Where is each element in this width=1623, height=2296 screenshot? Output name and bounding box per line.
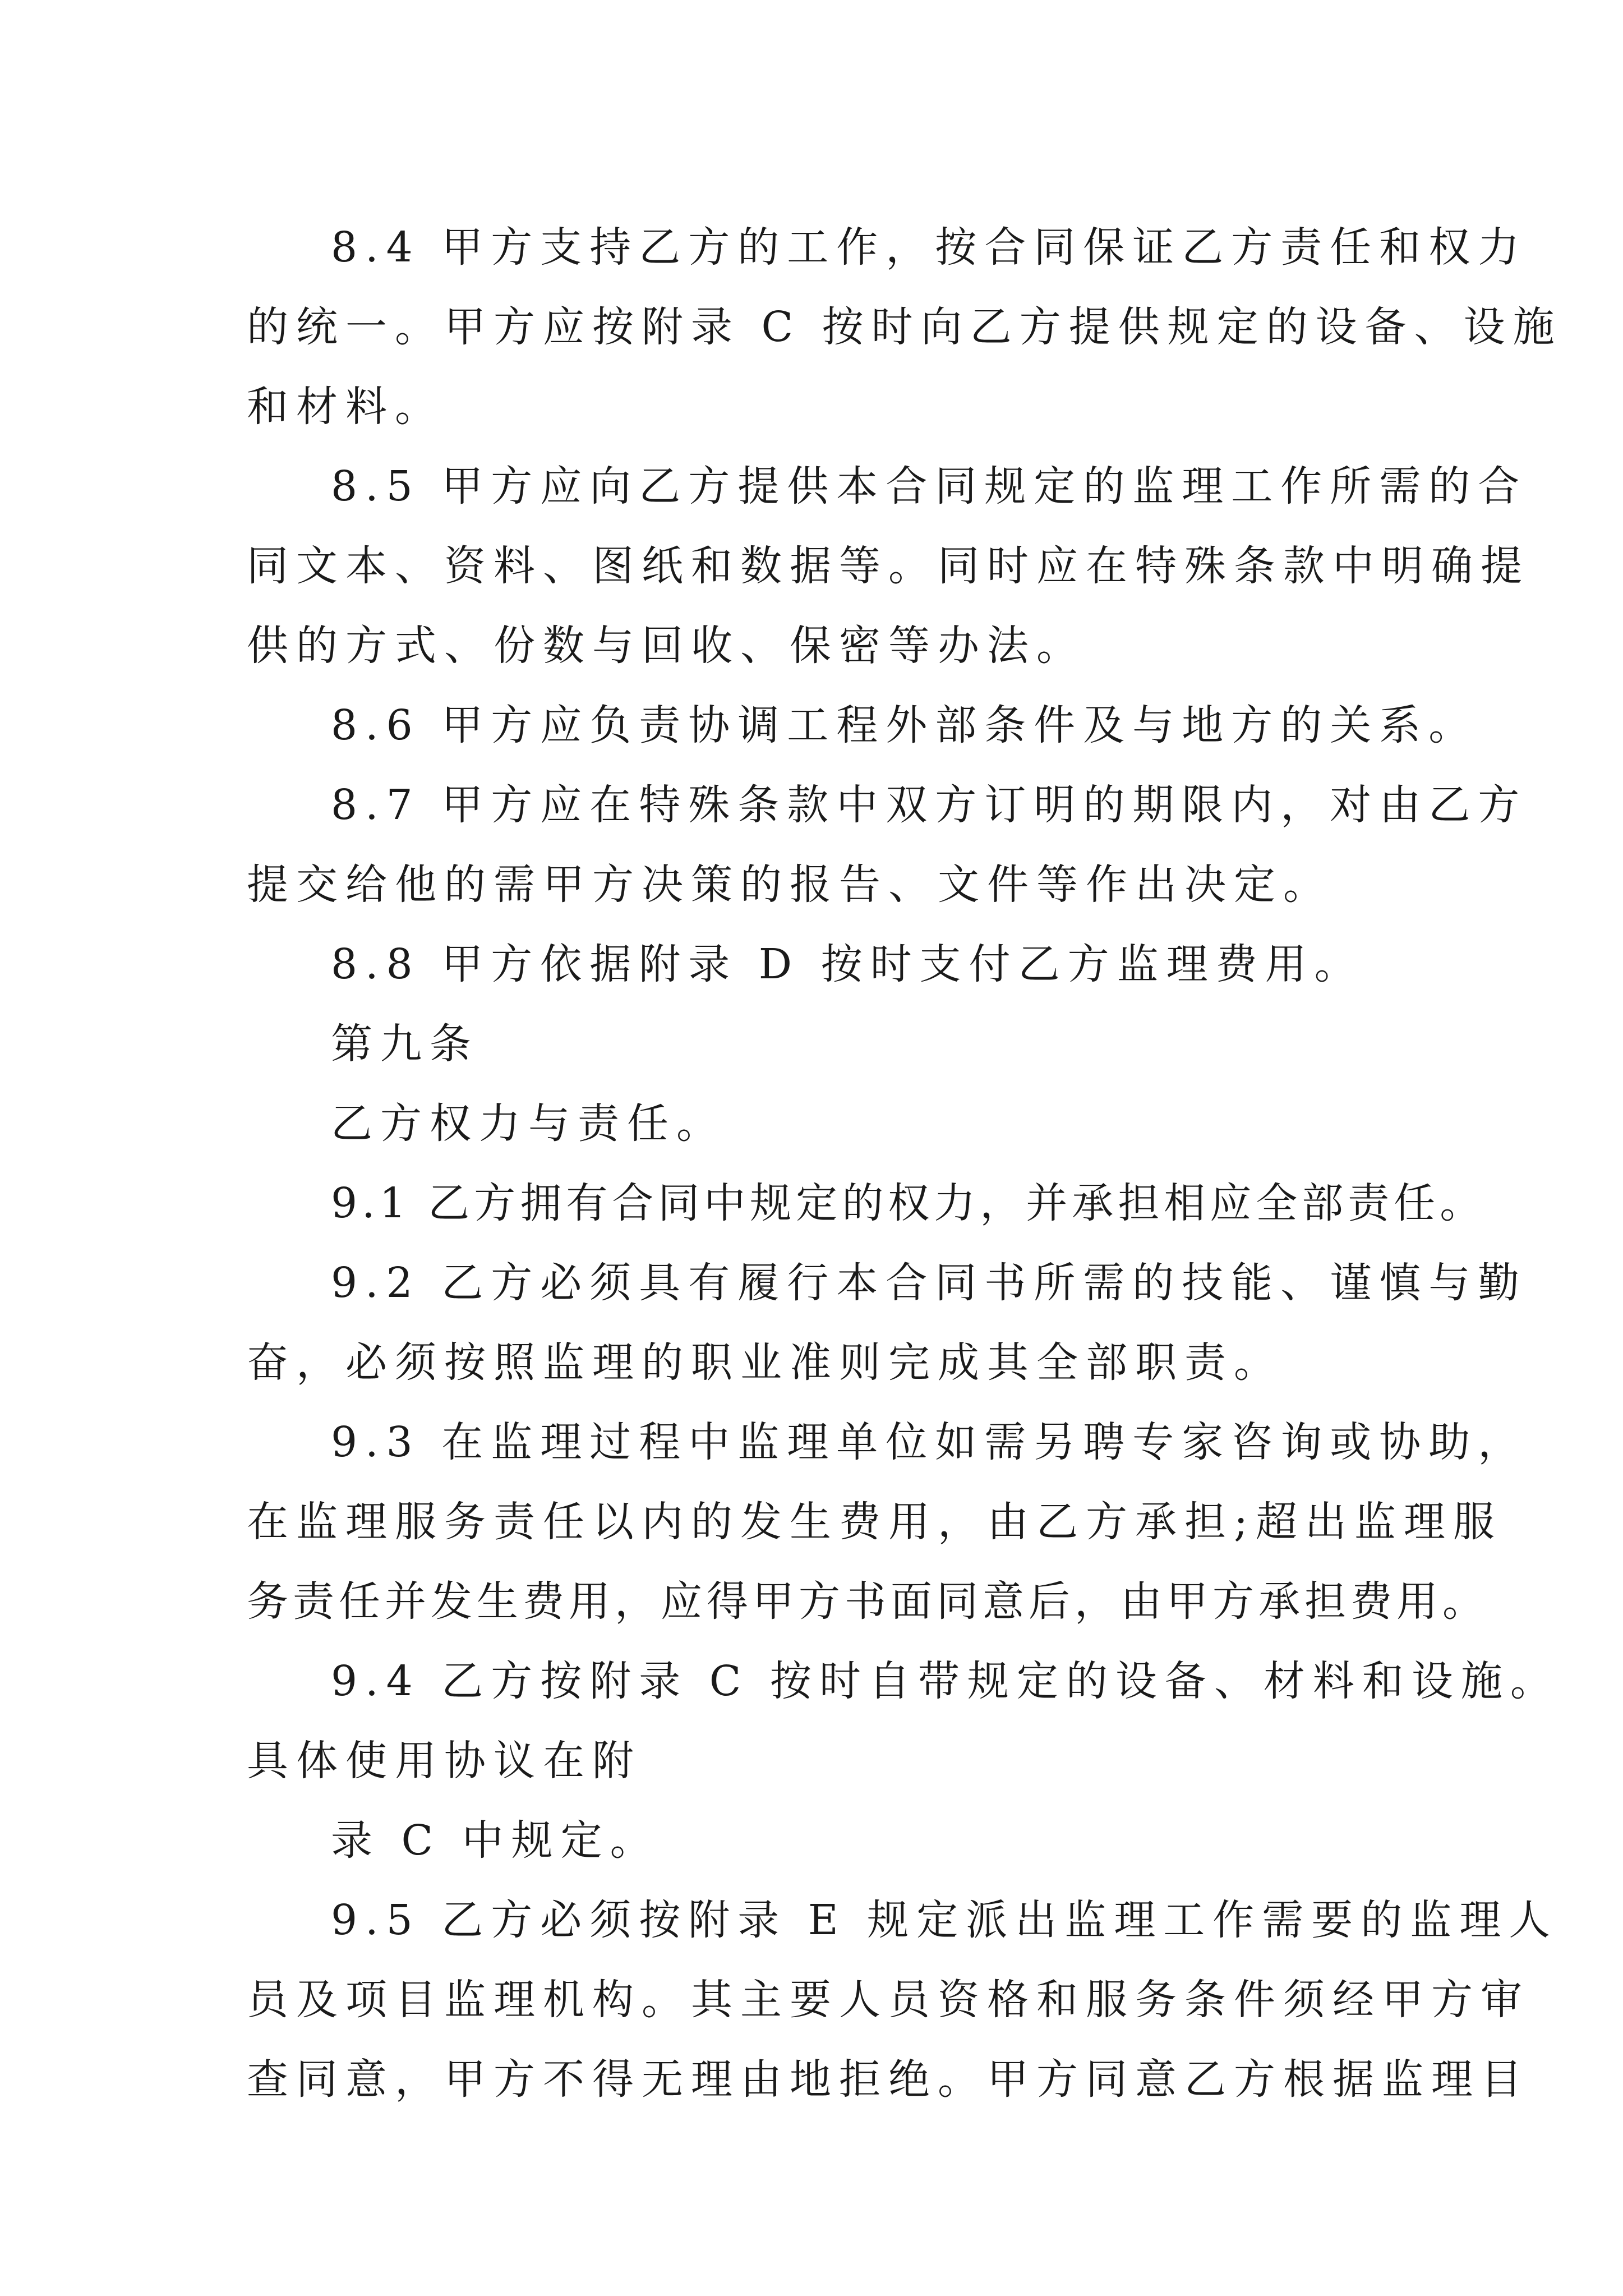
paragraph-9-4-line-1: 9.4 乙方按附录 C 按时自带规定的设备、材料和设施。 (331, 1657, 1560, 1705)
paragraph-8-4-line-3: 和材料。 (247, 383, 444, 431)
paragraph-9-4-line-3: 录 C 中规定。 (331, 1816, 660, 1865)
paragraph-9-4-line-2: 具体使用协议在附 (247, 1737, 642, 1785)
paragraph-8-7-line-2: 提交给他的需甲方决策的报告、文件等作出决定。 (247, 861, 1332, 909)
paragraph-8-4-line-1: 8.4 甲方支持乙方的工作，按合同保证乙方责任和权力 (331, 223, 1528, 272)
paragraph-9-3-line-2: 在监理服务责任以内的发生费用，由乙方承担;超出监理服 (247, 1498, 1502, 1546)
document-body (247, 208, 1562, 2119)
paragraph-9-5-line-1: 9.5 乙方必须按附录 E 规定派出监理工作需要的监理人 (331, 1896, 1559, 1944)
paragraph-8-7-line-1: 8.7 甲方应在特殊条款中双方订明的期限内，对由乙方 (331, 781, 1528, 829)
paragraph-9-3-line-3: 务责任并发生费用，应得甲方书面同意后，由甲方承担费用。 (247, 1577, 1488, 1626)
paragraph-8-5-line-2: 同文本、资料、图纸和数据等。同时应在特殊条款中明确提 (247, 542, 1530, 590)
paragraph-8-5-line-3: 供的方式、份数与回收、保密等办法。 (247, 622, 1086, 670)
paragraph-8-6-line-1: 8.6 甲方应负责协调工程外部条件及与地方的关系。 (331, 701, 1478, 749)
paragraph-9-5-line-3: 查同意，甲方不得无理由地拒绝。甲方同意乙方根据监理目 (247, 2055, 1530, 2104)
paragraph-9-1-line-1: 9.1 乙方拥有合同中规定的权力，并承担相应全部责任。 (331, 1179, 1486, 1227)
paragraph-9-3-line-1: 9.3 在监理过程中监理单位如需另聘专家咨询或协助， (331, 1418, 1528, 1466)
paragraph-9-2-line-2: 奋，必须按照监理的职业准则完成其全部职责。 (247, 1338, 1283, 1387)
paragraph-9-2-line-1: 9.2 乙方必须具有履行本合同书所需的技能、谨慎与勤 (331, 1259, 1528, 1307)
article-nine-title: 乙方权力与责任。 (331, 1099, 726, 1148)
paragraph-8-8-line-1: 8.8 甲方依据附录 D 按时支付乙方监理费用。 (331, 940, 1364, 988)
paragraph-8-5-line-1: 8.5 甲方应向乙方提供本合同规定的监理工作所需的合 (331, 462, 1528, 510)
paragraph-8-4-line-2: 的统一。甲方应按附录 C 按时向乙方提供规定的设备、设施 (247, 303, 1562, 351)
article-nine-heading: 第九条 (331, 1020, 479, 1068)
paragraph-9-5-line-2: 员及项目监理机构。其主要人员资格和服务条件须经甲方审 (247, 1976, 1530, 2024)
